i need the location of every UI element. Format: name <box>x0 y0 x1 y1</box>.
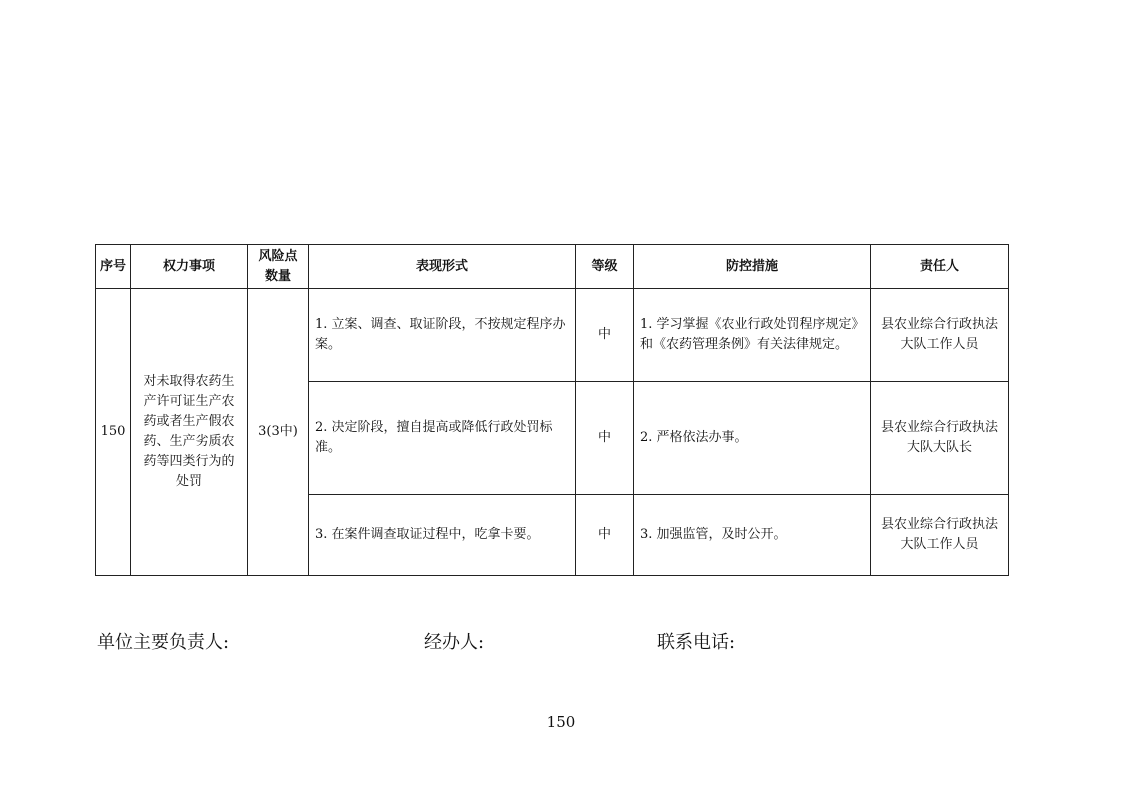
level-cell: 中 <box>576 289 634 382</box>
header-seq: 序号 <box>96 245 131 289</box>
form-cell: 3. 在案件调查取证过程中，吃拿卡要。 <box>309 495 576 576</box>
unit-head-label: 单位主要负责人: <box>97 632 230 653</box>
responsible-cell: 县农业综合行政执法大队大队长 <box>871 382 1009 495</box>
measures-cell: 3. 加强监管，及时公开。 <box>634 495 871 576</box>
seq-cell: 150 <box>96 289 131 576</box>
header-responsible: 责任人 <box>871 245 1009 289</box>
item-cell: 对未取得农药生产许可证生产农药或者生产假农药、生产劣质农药等四类行为的处罚 <box>131 289 248 576</box>
risk-count-cell: 3(3中) <box>248 289 309 576</box>
header-measures: 防控措施 <box>634 245 871 289</box>
form-cell: 2. 决定阶段，擅自提高或降低行政处罚标准。 <box>309 382 576 495</box>
handler-label: 经办人: <box>424 632 485 653</box>
risk-table <box>95 244 1009 576</box>
responsible-cell: 县农业综合行政执法大队工作人员 <box>871 289 1009 382</box>
measures-cell: 2. 严格依法办事。 <box>634 382 871 495</box>
header-item: 权力事项 <box>131 245 248 289</box>
table-row <box>96 289 1009 382</box>
header-level: 等级 <box>576 245 634 289</box>
header-row <box>96 245 1009 289</box>
header-form: 表现形式 <box>309 245 576 289</box>
level-cell: 中 <box>576 495 634 576</box>
form-cell: 1. 立案、调查、取证阶段，不按规定程序办案。 <box>309 289 576 382</box>
header-risk-count: 风险点数量 <box>248 245 309 289</box>
phone-label: 联系电话: <box>657 632 736 653</box>
page-number: 150 <box>546 713 576 731</box>
responsible-cell: 县农业综合行政执法大队工作人员 <box>871 495 1009 576</box>
level-cell: 中 <box>576 382 634 495</box>
measures-cell: 1. 学习掌握《农业行政处罚程序规定》和《农药管理条例》有关法律规定。 <box>634 289 871 382</box>
